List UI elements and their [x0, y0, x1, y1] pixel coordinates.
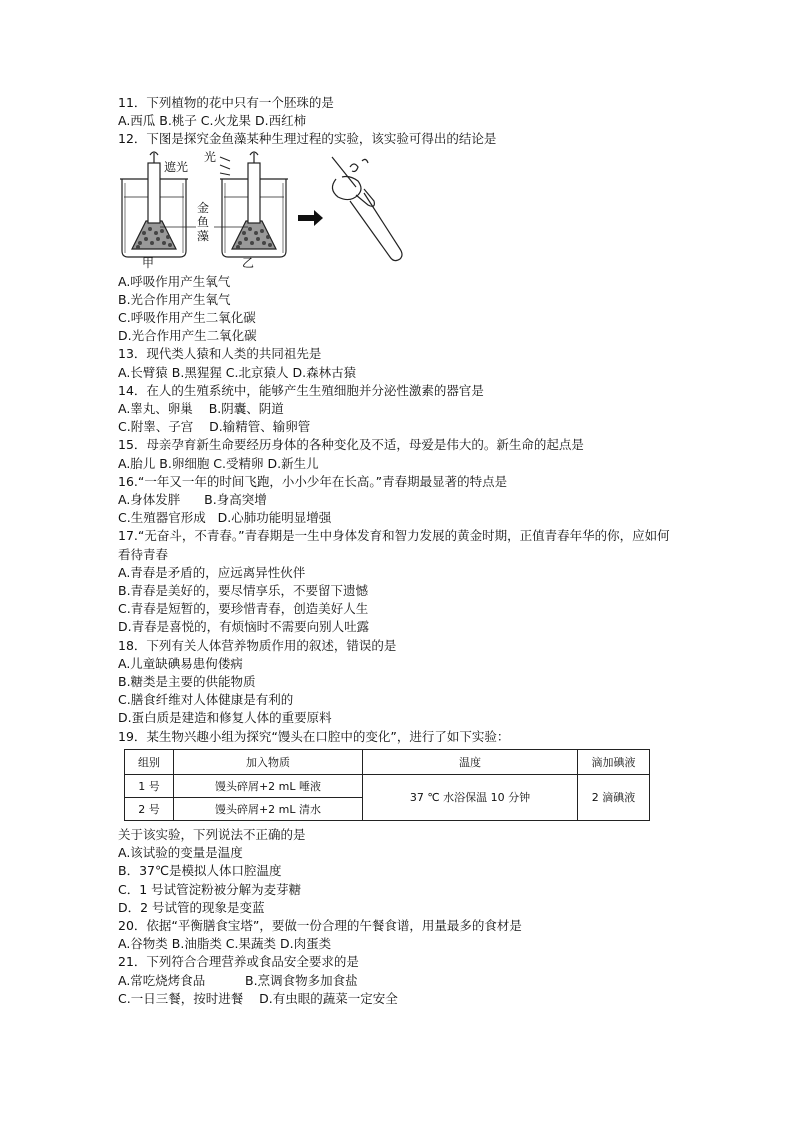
q15-stem: 15．母亲孕育新生命要经历身体的各种变化及不适，母爱是伟大的。新生命的起点是: [118, 437, 584, 453]
q19-after: 关于该实验，下列说法不正确的是: [118, 826, 306, 842]
q19-option-c: C．1 号试管淀粉被分解为麦芽糖: [118, 881, 302, 897]
q13-stem: 13．现代类人猿和人类的共同祖先是: [118, 346, 322, 362]
table-row: [125, 774, 650, 797]
header-iodine: 滴加碘液: [578, 749, 650, 774]
label-yi: 乙: [242, 255, 255, 270]
shared-iodine: 2 滴碘液: [578, 774, 650, 820]
row-2-group: 2 号: [125, 797, 174, 820]
q18-option-c: C.膳食纤维对人体健康是有利的: [118, 692, 294, 708]
label-shade: 遮光: [164, 159, 189, 174]
arrow-icon: [298, 210, 323, 226]
q17-option-d: D.青春是喜悦的，有烦恼时不需要向别人吐露: [118, 619, 370, 635]
q18-option-d: D.蛋白质是建造和修复人体的重要原料: [118, 710, 332, 726]
experiment-table: [124, 749, 650, 821]
label-plant: [197, 201, 211, 243]
q16-stem: 16.“一年又一年的时间飞跑，小小少年在长高。”青春期最显著的特点是: [118, 473, 508, 489]
light-rays: [220, 157, 230, 175]
q20-stem: 20．依据“平衡膳食宝塔”，要做一份合理的午餐食谱，用量最多的食材是: [118, 917, 522, 933]
q12-option-b: B.光合作用产生氧气: [118, 291, 231, 307]
q17-option-a: A.青春是矛盾的，应远离异性伙伴: [118, 564, 306, 580]
test-tube-hand-drawing: [332, 157, 402, 261]
q20-options: A.谷物类 B.油脂类 C.果蔬类 D.肉蛋类: [118, 936, 332, 952]
q13-options: A.长臂猿 B.黑猩猩 C.北京猿人 D.森林古猿: [118, 364, 357, 380]
q19-stem: 19．某生物兴趣小组为探究“馒头在口腔中的变化”，进行了如下实验：: [118, 728, 510, 744]
q14-options-row-1: A.睾丸、卵巢 B.阴囊、阴道: [118, 401, 284, 417]
q18-stem: 18．下列有关人体营养物质作用的叙述，错误的是: [118, 637, 397, 653]
header-group: 组别: [125, 749, 174, 774]
q14-stem: 14．在人的生殖系统中，能够产生生殖细胞并分泌性激素的器官是: [118, 382, 484, 398]
q17-stem: 17.“无奋斗，不青春。”青春期是一生中身体发育和智力发展的黄金时期，正值青春年华的你，应如何看待青春: [118, 528, 670, 562]
label-light: 光: [204, 149, 217, 164]
q19-option-d: D．2 号试管的现象是变蓝: [118, 899, 265, 915]
q18-option-b: B.糖类是主要的供能物质: [118, 674, 256, 690]
shared-temperature: 37 ℃ 水浴保温 10 分钟: [363, 774, 578, 820]
q16-options-row-2: C.生殖器官形成 D.心肺功能明显增强: [118, 510, 332, 526]
row-2-substance: 馒头碎屑+2 mL 清水: [174, 797, 363, 820]
q12-option-c: C.呼吸作用产生二氧化碳: [118, 310, 256, 326]
q17-option-b: B.青春是美好的，要尽情享乐，不要留下遗憾: [118, 583, 369, 599]
q15-options: A.胎儿 B.卵细胞 C.受精卵 D.新生儿: [118, 455, 319, 471]
q12-stem: 12．下图是探究金鱼藻某种生理过程的实验，该实验可得出的结论是: [118, 131, 497, 147]
q12-option-a: A.呼吸作用产生氧气: [118, 273, 231, 289]
beaker-yi-drawing: [220, 152, 288, 257]
q21-stem: 21．下列符合合理营养或食品安全要求的是: [118, 954, 359, 970]
row-1-group: 1 号: [125, 774, 174, 797]
q14-options-row-2: C.附睾、子宫 D.输精管、输卵管: [118, 419, 311, 435]
q19-option-a: A.该试验的变量是温度: [118, 845, 243, 861]
q12-experiment-figure: [118, 149, 418, 271]
label-plant-char-3: 藻: [197, 228, 210, 243]
table-header-row: [125, 749, 650, 774]
q19-option-b: B．37℃是模拟人体口腔温度: [118, 863, 282, 879]
label-jia: 甲: [142, 255, 155, 270]
exam-page: [118, 94, 678, 1008]
row-1-substance: 馒头碎屑+2 mL 唾液: [174, 774, 363, 797]
q12-option-d: D.光合作用产生二氧化碳: [118, 328, 257, 344]
q21-options-row-2: C.一日三餐，按时进餐 D.有虫眼的蔬菜一定安全: [118, 990, 398, 1006]
header-substance: 加入物质: [174, 749, 363, 774]
label-plant-char-2: 鱼: [197, 214, 210, 229]
q17-option-c: C.青春是短暂的，要珍惜青春，创造美好人生: [118, 601, 369, 617]
q16-options-row-1: A.身体发胖 B.身高突增: [118, 492, 267, 508]
experiment-illustration: [118, 149, 418, 271]
label-plant-char-1: 金: [197, 200, 210, 215]
q11-stem: 11．下列植物的花中只有一个胚珠的是: [118, 95, 334, 110]
q11-options: A.西瓜 B.桃子 C.火龙果 D.西红柿: [118, 113, 307, 129]
header-temperature: 温度: [363, 749, 578, 774]
q18-option-a: A.儿童缺碘易患佝偻病: [118, 655, 243, 671]
q21-options-row-1: A.常吃烧烤食品 B.烹调食物多加食盐: [118, 972, 358, 988]
